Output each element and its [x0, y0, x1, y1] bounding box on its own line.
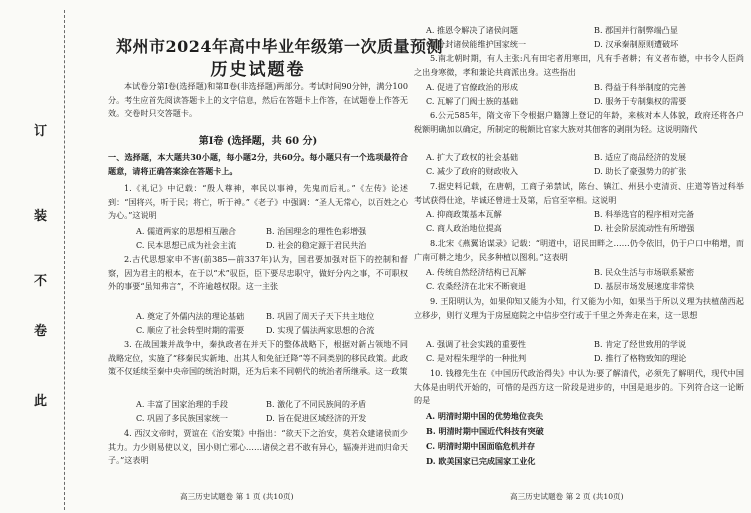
q7-option-a: A. 抑商政策基本瓦解 — [426, 209, 502, 219]
q10-option-a: A. 明清时期中国的优势地位丧失 — [426, 411, 544, 421]
q4-option-d: D. 汉承秦制原则遭破坏 — [594, 39, 679, 49]
q10-option-b: B. 明清时期中国近代科技有突破 — [426, 426, 544, 436]
question-1: 1.《礼记》中记载：“殷人尊神，率民以事神，先鬼而后礼。”《左传》论述到：“国将兴，听于民；将亡，听于神。”《老子》中强调：“圣人无常心，以百姓之心为心。”这说明 — [108, 183, 408, 221]
q6-option-a: A. 扩大了政权的社会基础 — [426, 152, 518, 162]
question-4: 4. 西汉文帝时，贾谊在《治安策》中指出：“欲天下之治安，莫若众建诸侯而少其力。力少则易使以义，国小则亡邪心……诸侯之君不敢有异心，辐凑并进而归命天子。”这表明 — [108, 428, 408, 466]
q1-option-a: A. 儒道两家的思想相互融合 — [136, 226, 237, 236]
question-10: 10. 钱穆先生在《中国历代政治得失》中认为:要了解清代，必须先了解明代，现代中国大体是由明代开始的，可惜的是西方这一阶段是进步的，中国是退步的。下列符合这一论断的是 — [414, 368, 744, 406]
q1-option-b: B. 治国理念的理性色彩增强 — [266, 226, 367, 236]
binding-char: 此 — [34, 394, 48, 409]
q5-option-d: D. 服务于专制集权的需要 — [594, 96, 687, 106]
q9-option-a: A. 强调了社会实践的重要性 — [426, 339, 527, 349]
question-5: 5.南北朝时期，有人主张:凡有田宅者用寒田，凡有手者耕；有义者布德，中书令人臣尚之出身寒微，孝和兼论共商派出身。这些指出 — [414, 53, 744, 77]
q3-option-a: A. 丰富了国家治理的手段 — [136, 399, 228, 409]
page-footer: 高三历史试题卷 第 2 页 (共10页) — [510, 492, 624, 501]
q9-option-d: D. 推行了格物致知的理论 — [594, 353, 687, 363]
q5-option-c: C. 瓦解了门阀士族的基础 — [426, 96, 518, 106]
q5-option-b: B. 得益于科举制度的完善 — [594, 82, 687, 92]
question-7: 7.据史料记载，在唐朝，工商子弟禁试，陈台、镇江、州县小吏清贡、庄道等皆过科举考试获得仕途，毕诚还曾进士及第，后官至宰相。这说明 — [414, 181, 744, 205]
q5-option-a: A. 促进了官僚政治的形成 — [426, 82, 518, 92]
q8-option-a: A. 传统自然经济结构已瓦解 — [426, 267, 527, 277]
q2-option-c: C. 顺应了社会转型时期的需要 — [136, 325, 245, 335]
q3-option-d: D. 旨在促进区域经济的开发 — [266, 413, 367, 423]
exam-subtitle: 历史试题卷 — [210, 60, 306, 80]
q6-option-c: C. 减少了政府的财政收入 — [426, 166, 518, 176]
page-2 — [414, 0, 744, 513]
question-9: 9. 王阳明认为，如果仰知又能为小知，行又能为小知，如果当于所以义理为扶植凿西起立移步，则行义理为于房屋庭院之中信步空行或于千里之外奔走在来，这一思想 — [414, 296, 744, 320]
q3-option-c: C. 巩固了多民族国家统一 — [136, 413, 228, 423]
exam-title: 郑州市2024年高中毕业年级第一次质量预测 — [116, 37, 444, 56]
page-1 — [108, 0, 444, 513]
q2-option-b: B. 巩固了周天子天下共主地位 — [266, 311, 375, 321]
q6-option-d: D. 助长了豪强势力的扩张 — [594, 166, 687, 176]
q4-option-a: A. 推恩令解决了诸侯问题 — [426, 25, 518, 35]
q8-option-d: D. 基层市场发展速度非常快 — [594, 281, 695, 291]
question-3: 3. 在战国兼并战争中，秦执政者在并天下的整体战略下，根据对新占领地不同战略定位，实施了“移秦民实新地、出其人和免征迁降”等不同类别的移民政策。此政策不仅延续至秦中央帝国的统治时期，还为后来不同朝代的统治者所继承。这一政策 — [108, 339, 408, 377]
q4-option-c: C. 分封诸侯能维护国家统一 — [426, 39, 527, 49]
binding-char: 不 — [34, 274, 48, 289]
q2-option-d: D. 实现了儒法两家思想的合流 — [266, 325, 375, 335]
q2-option-a: A. 奠定了外儒内法的理论基础 — [136, 311, 245, 321]
q6-option-b: B. 适应了商品经济的发展 — [594, 152, 687, 162]
q8-option-c: C. 农桑经济在北宋不断衰退 — [426, 281, 527, 291]
q7-option-d: D. 社会阶层流动性有所增强 — [594, 223, 695, 233]
binding-dashed-line — [64, 10, 65, 510]
q10-option-c: C. 明清时期中国面临危机并存 — [426, 441, 536, 451]
page-footer: 高三历史试题卷 第 1 页 (共10页) — [180, 492, 294, 501]
binding-char: 卷 — [34, 324, 48, 339]
section-heading: 第Ⅰ卷 (选择题，共 60 分) — [198, 136, 318, 147]
q4-option-b: B. 郡国并行制弊端凸显 — [594, 25, 678, 35]
binding-margin — [6, 10, 84, 510]
q3-option-b: B. 激化了不同民族间的矛盾 — [266, 399, 367, 409]
question-2: 2.古代思想家申不害(前385—前337年)认为，国君要加强对臣下的控制和督察，因为君主的根本，在于以“术”驭臣，臣下要尽忠职守，做好分内之事，不可职权外的事要“虽知弗言”，不许逾越权限。这一主张 — [108, 254, 408, 292]
q8-option-b: B. 民众生活与市场联系紧密 — [594, 267, 695, 277]
q7-option-c: C. 商人政治地位提高 — [426, 223, 502, 233]
q10-option-d: D. 欧美国家已完成国家工业化 — [426, 456, 536, 466]
q7-option-b: B. 科举选官的程序相对完备 — [594, 209, 695, 219]
binding-char: 订 — [34, 124, 48, 139]
q9-option-c: C. 是对程朱理学的一种批判 — [426, 353, 527, 363]
choice-instructions: 一、选择题，本大题共30小题，每小题2分，共60分。每小题只有一个选项最符合题意，请将正确答案涂在答题卡上。 — [108, 152, 408, 176]
exam-intro: 本试卷分第Ⅰ卷(选择题)和第Ⅱ卷(非选择题)两部分。考试时间90分钟，满分100分。考生应首先阅读答题卡上的文字信息，然后在答题卡上作答，在试题卷上作答无效。交卷时只交答题卡。 — [108, 81, 408, 119]
q9-option-b: B. 肯定了经世致用的学说 — [594, 339, 687, 349]
binding-char: 装 — [34, 209, 48, 224]
question-6: 6.公元585年，隋文帝下令根据户籍簿上登记的年龄，来核对本人体貌，政府还将各户税额明确加以确定，所制定的税额比官家大族对其佃客的剥削为轻。这说明隋代 — [414, 110, 744, 134]
q1-option-c: C. 民本思想已成为社会主流 — [136, 240, 237, 250]
q1-option-d: D. 社会的稳定源于君民共治 — [266, 240, 367, 250]
question-8: 8.北宋《燕翼诒谋录》记载：“明道中，诏民田畔之……仍令依旧，仍于户口中稍增，而广南可耕之地少，民多种植以图利。”这表明 — [414, 238, 744, 262]
